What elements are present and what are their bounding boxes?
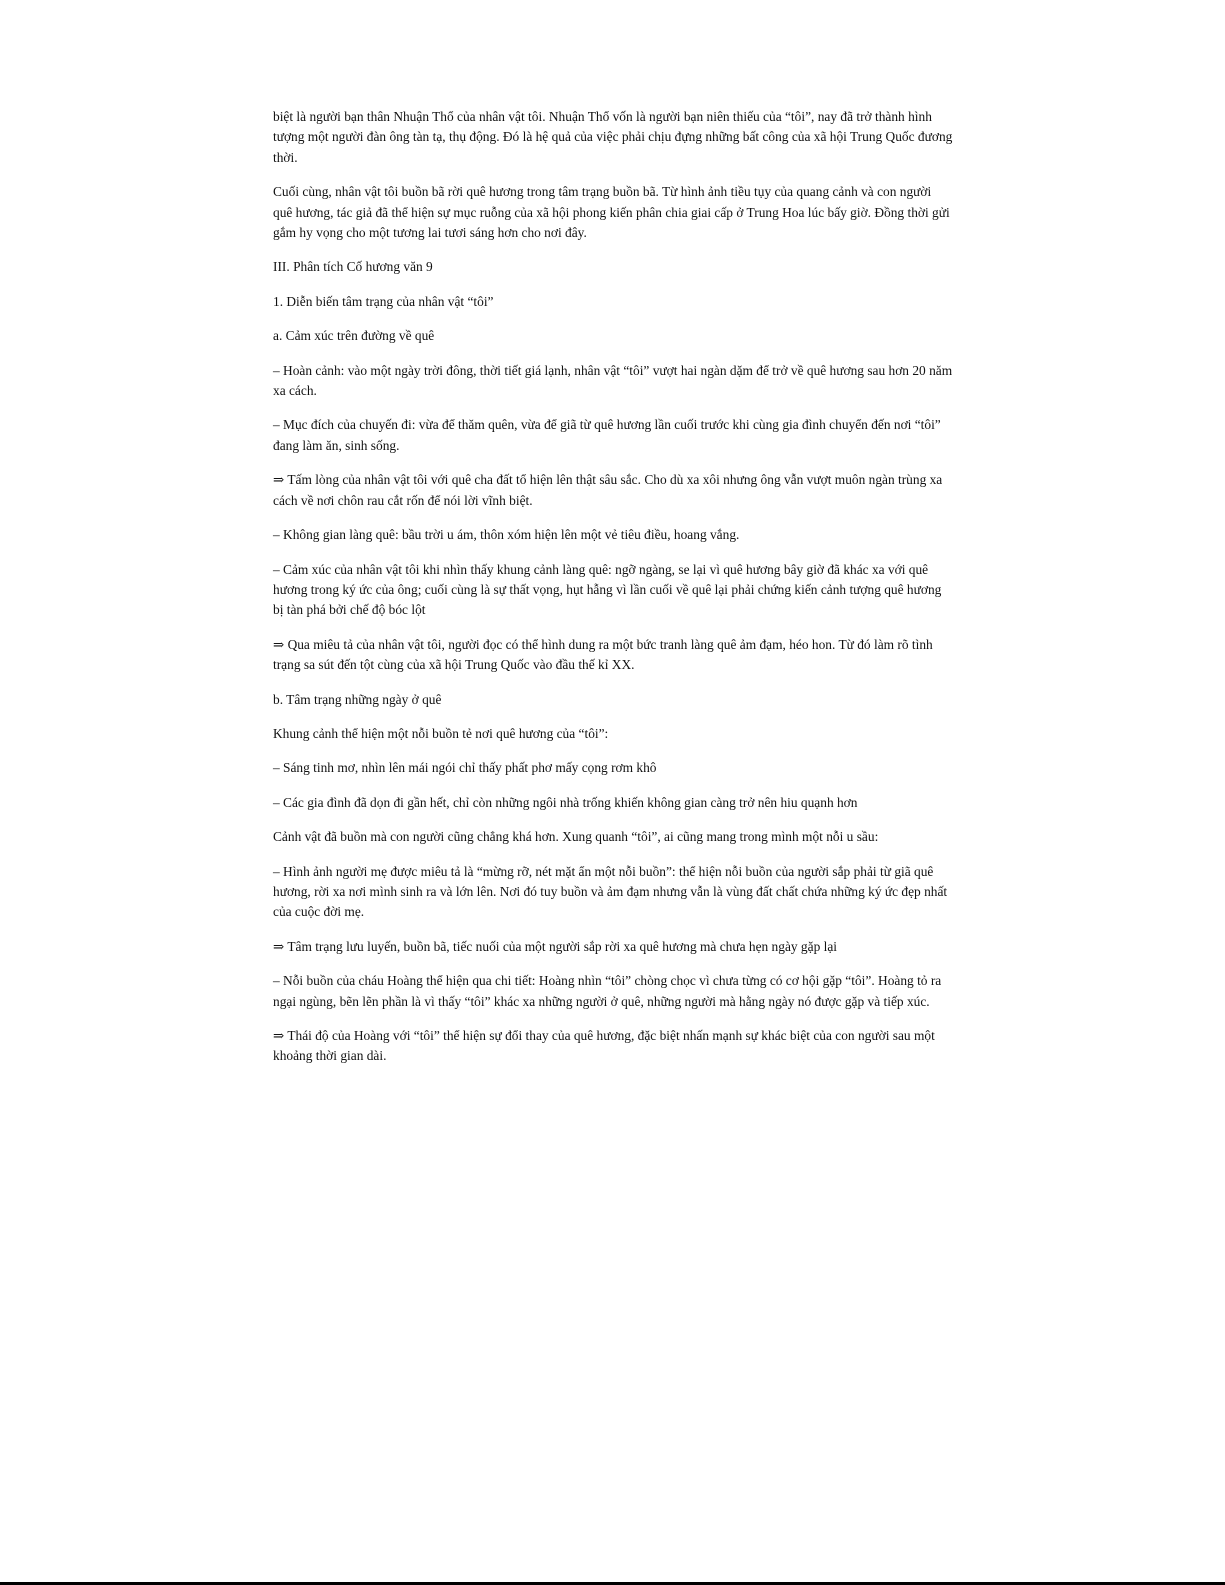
list-item: – Hoàn cảnh: vào một ngày trời đông, thời tiết giá lạnh, nhân vật “tôi” vượt hai ngàn dặm để trở về quê hương sau hơn 20 năm xa cách. [273, 362, 953, 399]
paragraph: Khung cảnh thể hiện một nỗi buồn tẻ nơi quê hương của “tôi”: [273, 725, 609, 741]
paragraph: Cuối cùng, nhân vật tôi buồn bã rời quê hương trong tâm trạng buồn bã. Từ hình ảnh tiều tụy của quang cảnh và con người quê hương, tác giả đã thể hiện sự mục ruỗng của xã hội phong kiến phân chia giai cấp ở Trung Hoa lúc bấy giờ. Đồng thời gửi gắm hy vọng cho một tương lai tươi sáng hơn cho nơi đây. [273, 184, 950, 241]
subsection-heading: b. Tâm trạng những ngày ở quê [273, 691, 442, 707]
list-item: – Cảm xúc của nhân vật tôi khi nhìn thấy khung cảnh làng quê: ngỡ ngàng, se lại vì quê hương bây giờ đã khác xa với quê hương trong ký ức của ông; cuối cùng là sự thất vọng, hụt hẫng vì lần cuối về quê lại phải chứng kiến cảnh tượng quê hương bị tàn phá bởi chế độ bóc lột [273, 561, 942, 618]
conclusion-paragraph: ⇒ Qua miêu tả của nhân vật tôi, người đọc có thể hình dung ra một bức tranh làng quê ảm đạm, héo hon. Từ đó làm rõ tình trạng sa sút đến tột cùng của xã hội Trung Quốc vào đầu thế kỉ XX. [273, 636, 933, 673]
conclusion-paragraph: ⇒ Tấm lòng của nhân vật tôi với quê cha đất tổ hiện lên thật sâu sắc. Cho dù xa xôi nhưng ông vẫn vượt muôn ngàn trùng xa cách về nơi chôn rau cắt rốn để nói lời vĩnh biệt. [273, 472, 943, 508]
list-item: – Không gian làng quê: bầu trời u ám, thôn xóm hiện lên một vẻ tiêu điều, hoang vắng. [273, 527, 740, 543]
section-heading: III. Phân tích Cố hương văn 9 [273, 259, 433, 275]
subsection-heading: a. Cảm xúc trên đường về quê [273, 328, 435, 344]
list-item: – Hình ảnh người mẹ được miêu tả là “mừng rỡ, nét mặt ẩn một nỗi buồn”: thể hiện nỗi buồn của người sắp phải từ giã quê hương, rời xa nơi mình sinh ra và lớn lên. Nơi đó tuy buồn và ảm đạm nhưng vẫn là vùng đất chất chứa những ký ức đẹp nhất của cuộc đời mẹ. [273, 863, 948, 920]
document-body [273, 107, 953, 1081]
list-item: – Các gia đình đã dọn đi gần hết, chỉ còn những ngôi nhà trống khiến không gian càng trở nên hiu quạnh hơn [273, 794, 858, 810]
list-item: – Sáng tinh mơ, nhìn lên mái ngói chỉ thấy phất phơ mấy cọng rơm khô [273, 760, 657, 776]
conclusion-paragraph: ⇒ Thái độ của Hoàng với “tôi” thể hiện sự đổi thay của quê hương, đặc biệt nhấn mạnh sự khác biệt của con người sau một khoảng thời gian dài. [273, 1028, 935, 1064]
paragraph: biệt là người bạn thân Nhuận Thổ của nhân vật tôi. Nhuận Thổ vốn là người bạn niên thiếu của “tôi”, nay đã trở thành hình tượng một người đàn ông tàn tạ, thụ động. Đó là hệ quả của việc phải chịu đựng những bất công của xã hội Trung Quốc đương thời. [273, 109, 953, 165]
conclusion-paragraph: ⇒ Tâm trạng lưu luyến, buồn bã, tiếc nuối của một người sắp rời xa quê hương mà chưa hẹn ngày gặp lại [273, 938, 838, 954]
paragraph: Cảnh vật đã buồn mà con người cũng chẳng khá hơn. Xung quanh “tôi”, ai cũng mang trong mình một nỗi u sầu: [273, 829, 879, 845]
list-item: – Mục đích của chuyến đi: vừa để thăm quên, vừa để giã từ quê hương lần cuối trước khi cùng gia đình chuyển đến nơi “tôi” đang làm ăn, sinh sống. [273, 417, 941, 453]
list-item: – Nỗi buồn của cháu Hoàng thể hiện qua chi tiết: Hoàng nhìn “tôi” chòng chọc vì chưa từng có cơ hội gặp “tôi”. Hoàng tỏ ra ngại ngùng, bẽn lẽn phần là vì thấy “tôi” khác xa những người ở quê, những người mà hằng ngày nó được gặp và tiếp xúc. [273, 973, 942, 1009]
subsection-heading: 1. Diễn biến tâm trạng của nhân vật “tôi” [273, 293, 494, 309]
